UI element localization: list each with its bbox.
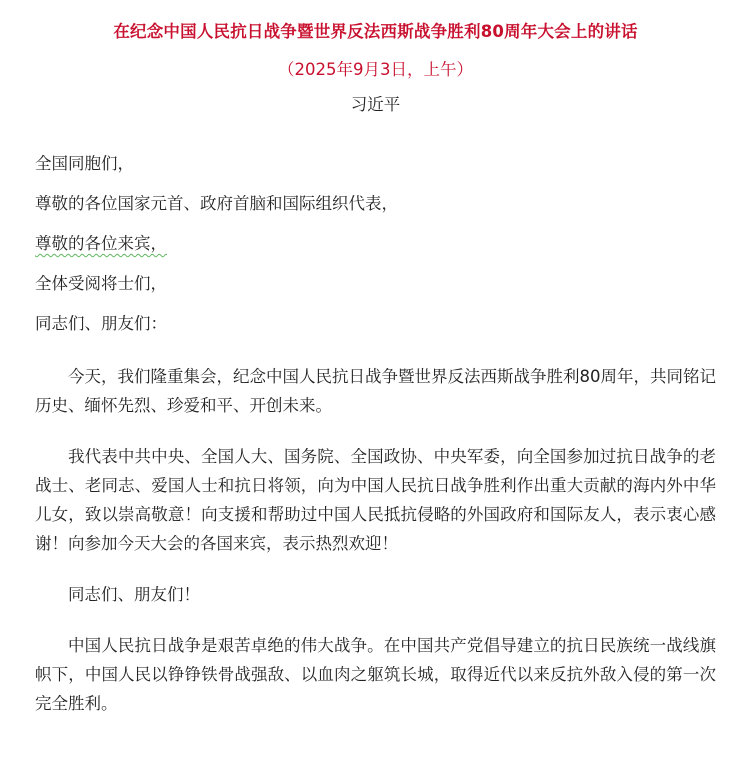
speech-body — [35, 362, 716, 718]
greeting-line: 同志们、朋友们： — [35, 314, 167, 333]
greeting-line: 尊敬的各位来宾， — [35, 234, 167, 253]
body-paragraph: 今天，我们隆重集会，纪念中国人民抗日战争暨世界反法西斯战争胜利80周年，共同铭记历史、缅怀先烈、珍爱和平、开创未来。 — [35, 367, 716, 415]
speech-author: 习近平 — [350, 95, 401, 114]
greeting-line: 全体受阅将士们， — [35, 274, 167, 293]
body-paragraph: 中国人民抗日战争是艰苦卓绝的伟大战争。在中国共产党倡导建立的抗日民族统一战线旗帜下，中国人民以铮铮铁骨战强敌、以血肉之躯筑长城，取得近代以来反抗外敌入侵的第一次完全胜利。 — [35, 636, 716, 713]
greeting-line: 尊敬的各位国家元首、政府首脑和国际组织代表， — [35, 194, 398, 213]
greeting-list — [35, 152, 716, 336]
greeting-line: 全国同胞们， — [35, 154, 134, 173]
speech-title: 在纪念中国人民抗日战争暨世界反法西斯战争胜利80周年大会上的讲话 — [113, 22, 638, 41]
body-paragraph: 同志们、朋友们！ — [68, 585, 200, 604]
body-paragraph: 我代表中共中央、全国人大、国务院、全国政协、中央军委，向全国参加过抗日战争的老战士、老同志、爱国人士和抗日将领，向为中国人民抗日战争胜利作出重大贡献的海内外中华儿女，致以崇高敬意！向支援和帮助过中国人民抵抗侵略的外国政府和国际友人，表示衷心感谢！向参加今天大会的各国来宾，表示热烈欢迎！ — [35, 447, 716, 553]
speech-date: （2025年9月3日，上午） — [278, 60, 473, 79]
